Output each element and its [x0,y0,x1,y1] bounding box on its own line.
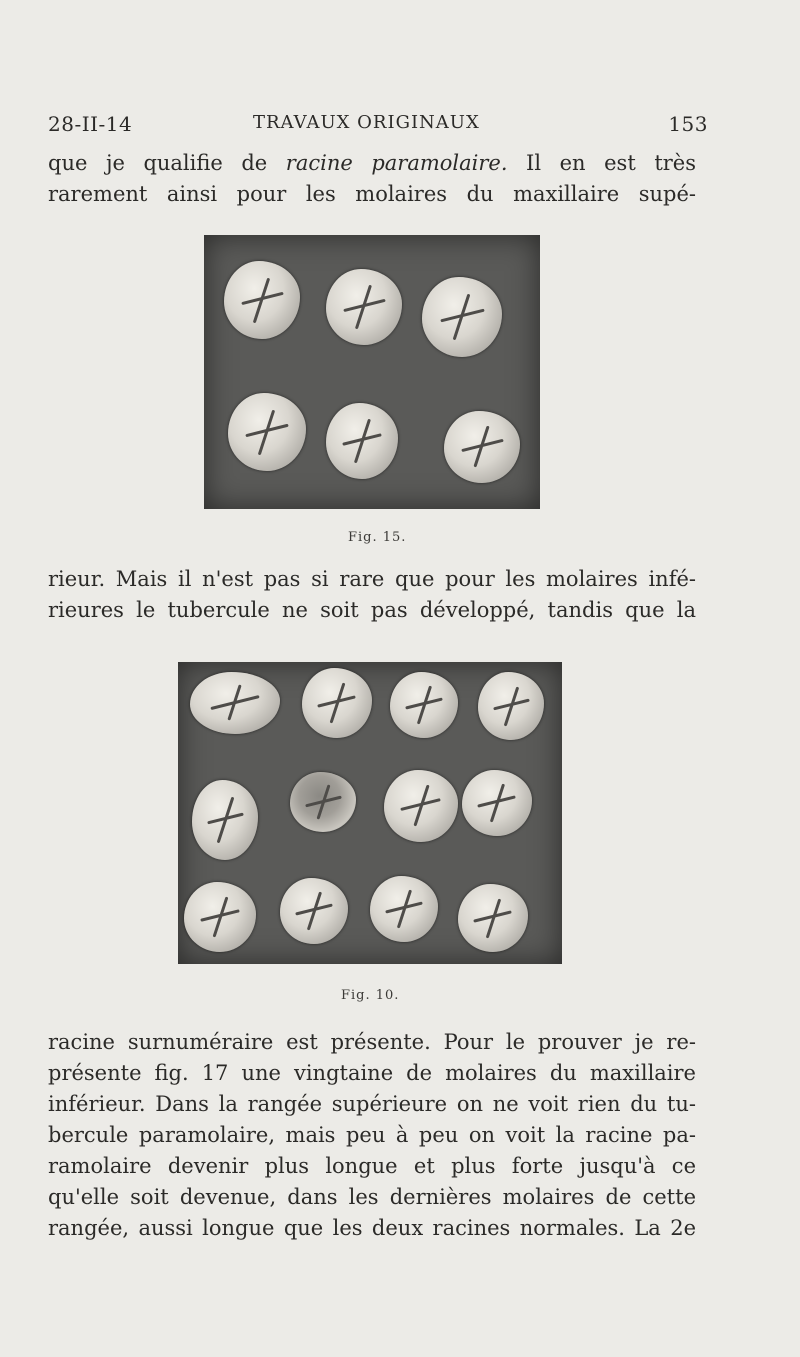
molar-photo [370,876,438,942]
italic-term: racine paramolaire. [285,151,508,175]
molar-photo [462,770,532,836]
paragraph-3-line: inférieur. Dans la rangée supérieure on ne voit rien du tu- [48,1092,696,1116]
running-header [48,112,708,140]
molar-photo [228,393,306,471]
molar-photo [280,878,348,944]
molar-photo [190,672,280,734]
paragraph-3 [48,1027,696,1244]
paragraph-2 [48,564,696,626]
text-run: Il en est très [507,151,696,175]
molar-photo [478,672,544,740]
molar-photo [192,780,258,860]
molar-photo [422,277,502,357]
molar-photo [444,411,520,483]
molar-photo [326,403,398,479]
paragraph-1-line-2: rarement ainsi pour les molaires du maxillaire supé- [48,182,696,206]
figure-15-photo [204,235,540,509]
header-section-title: TRAVAUX ORIGINAUX [253,112,480,133]
header-date: 28-II-14 [48,112,133,136]
figure-10-caption: Fig. 10. [341,988,400,1003]
paragraph-2-line-1: rieur. Mais il n'est pas si rare que pour les molaires infé- [48,567,696,591]
molar-photo [302,668,372,738]
molar-photo [184,882,256,952]
page-number: 153 [668,112,708,136]
text-run: que je qualifie de [48,151,286,175]
molar-photo [384,770,458,842]
paragraph-3-line: ramolaire devenir plus longue et plus forte jusqu'à ce [48,1154,696,1178]
paragraph-3-line: rangée, aussi longue que les deux racines normales. La 2e [48,1216,696,1240]
molar-photo [326,269,402,345]
paragraph-1-line-1 [48,148,696,179]
paragraph-2-line-2: rieures le tubercule ne soit pas développé, tandis que la [48,598,696,622]
figure-15-caption: Fig. 15. [348,530,407,545]
molar-photo [224,261,300,339]
figure-10-photo [178,662,562,964]
paragraph-1 [48,148,696,210]
paragraph-3-line: présente fig. 17 une vingtaine de molaires du maxillaire [48,1061,696,1085]
molar-photo [458,884,528,952]
paragraph-3-line: racine surnuméraire est présente. Pour le prouver je re- [48,1030,696,1054]
paragraph-3-line: qu'elle soit devenue, dans les dernières molaires de cette [48,1185,696,1209]
paragraph-3-line: bercule paramolaire, mais peu à peu on voit la racine pa- [48,1123,696,1147]
molar-photo [290,772,356,832]
molar-photo [390,672,458,738]
